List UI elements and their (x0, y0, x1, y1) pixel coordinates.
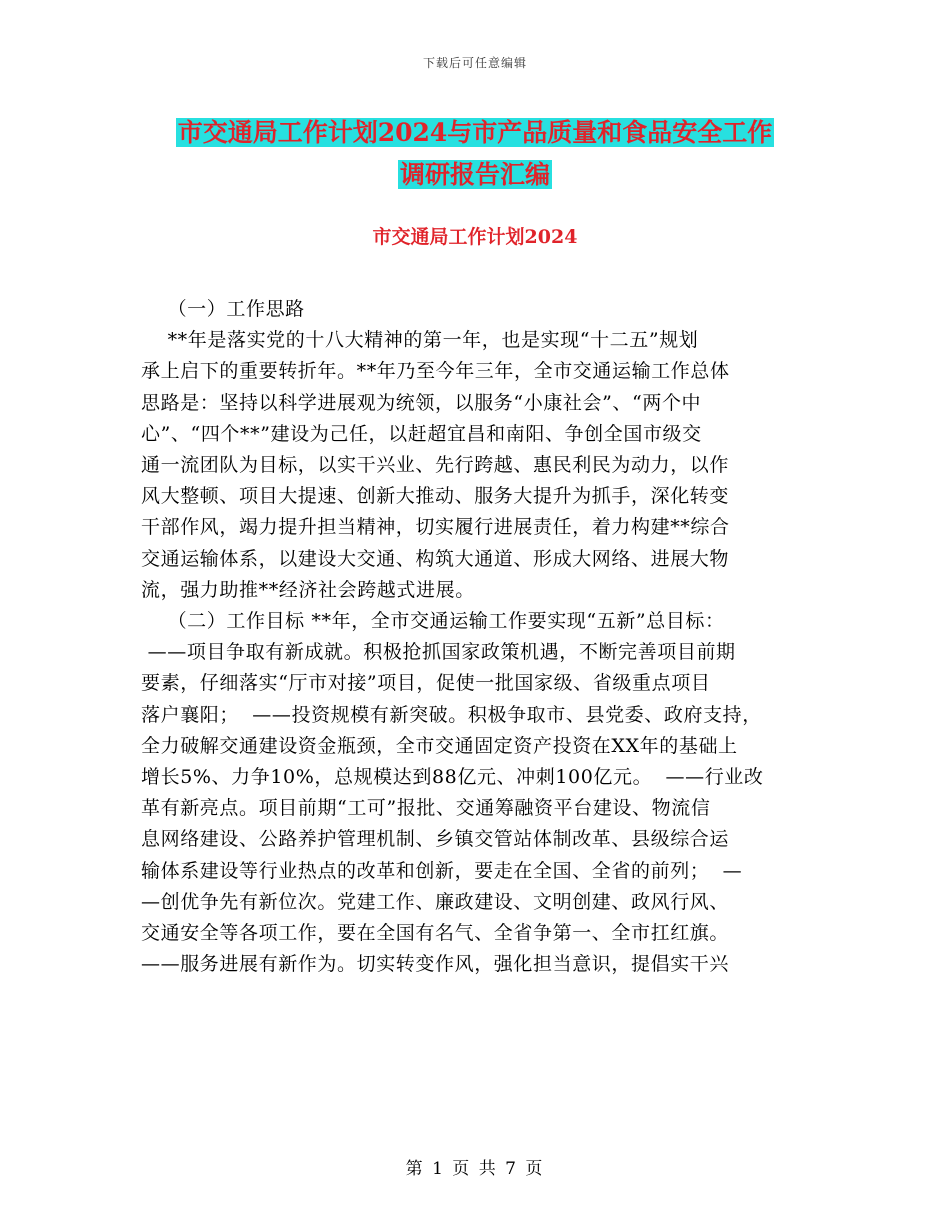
body-line: 通一流团队为目标，以实干兴业、先行跨越、惠民利民为动力，以作 (141, 454, 730, 477)
document-body (141, 294, 821, 980)
body-line: **年是落实党的十八大精神的第一年，也是实现“十二五”规划 (141, 329, 699, 352)
title-line-2: 调研报告汇编 (399, 160, 550, 189)
body-line: —创优争先有新位次。党建工作、廉政建设、文明创建、政风行风、 (141, 890, 730, 913)
body-line: 增长5%、力争10%，总规模达到88亿元、冲刺100亿元。 ——行业改 (141, 766, 764, 789)
body-line: 交通运输体系，以建设大交通、构筑大通道、形成大网络、进展大物 (141, 547, 730, 570)
title-line-1: 市交通局工作计划2024与市产品质量和食品安全工作 (177, 118, 773, 147)
body-line: （一）工作思路 (141, 298, 305, 320)
page-header-note: 下载后可任意编辑 (422, 56, 527, 70)
body-line: 落户襄阳； ——投资规模有新突破。积极争取市、县党委、政府支持， (141, 703, 762, 726)
body-line: 流，强力助推**经济社会跨越式进展。 (141, 578, 475, 601)
body-line: 承上启下的重要转折年。**年乃至今年三年，全市交通运输工作总体 (141, 360, 730, 383)
body-line: 革有新亮点。项目前期“工可”报批、交通筹融资平台建设、物流信 (141, 797, 711, 820)
body-line: ——服务进展有新作为。切实转变作风，强化担当意识，提倡实干兴 (141, 953, 730, 976)
body-line: 心”、“四个**”建设为己任，以赶超宜昌和南阳、争创全国市级交 (141, 422, 702, 445)
body-line: 全力破解交通建设资金瓶颈，全市交通固定资产投资在XX年的基础上 (141, 734, 738, 757)
page-number: 第 1 页 共 7 页 (405, 1159, 545, 1179)
body-line: 息网络建设、公路养护管理机制、乡镇交管站体制改革、县级综合运 (141, 828, 730, 851)
body-line: 风大整顿、项目大提速、创新大推动、服务大提升为抓手，深化转变 (141, 485, 730, 508)
body-line: 输体系建设等行业热点的改革和创新，要走在全国、全省的前列； — (141, 859, 743, 882)
body-line: ——项目争取有新成就。积极抢抓国家政策机遇，不断完善项目前期 (141, 641, 736, 664)
section-title: 市交通局工作计划2024 (372, 226, 578, 248)
body-line: （二）工作目标 **年，全市交通运输工作要实现“五新”总目标： (141, 610, 725, 633)
body-line: 思路是：坚持以科学进展观为统领，以服务“小康社会”、“两个中 (141, 391, 702, 414)
body-line: 干部作风，竭力提升担当精神，切实履行进展责任，着力构建**综合 (141, 516, 730, 539)
body-line: 交通安全等各项工作，要在全国有名气、全省争第一、全市扛红旗。 (141, 922, 730, 945)
document-title (0, 112, 950, 196)
body-line: 要素，仔细落实“厅市对接”项目，促使一批国家级、省级重点项目 (141, 672, 711, 695)
